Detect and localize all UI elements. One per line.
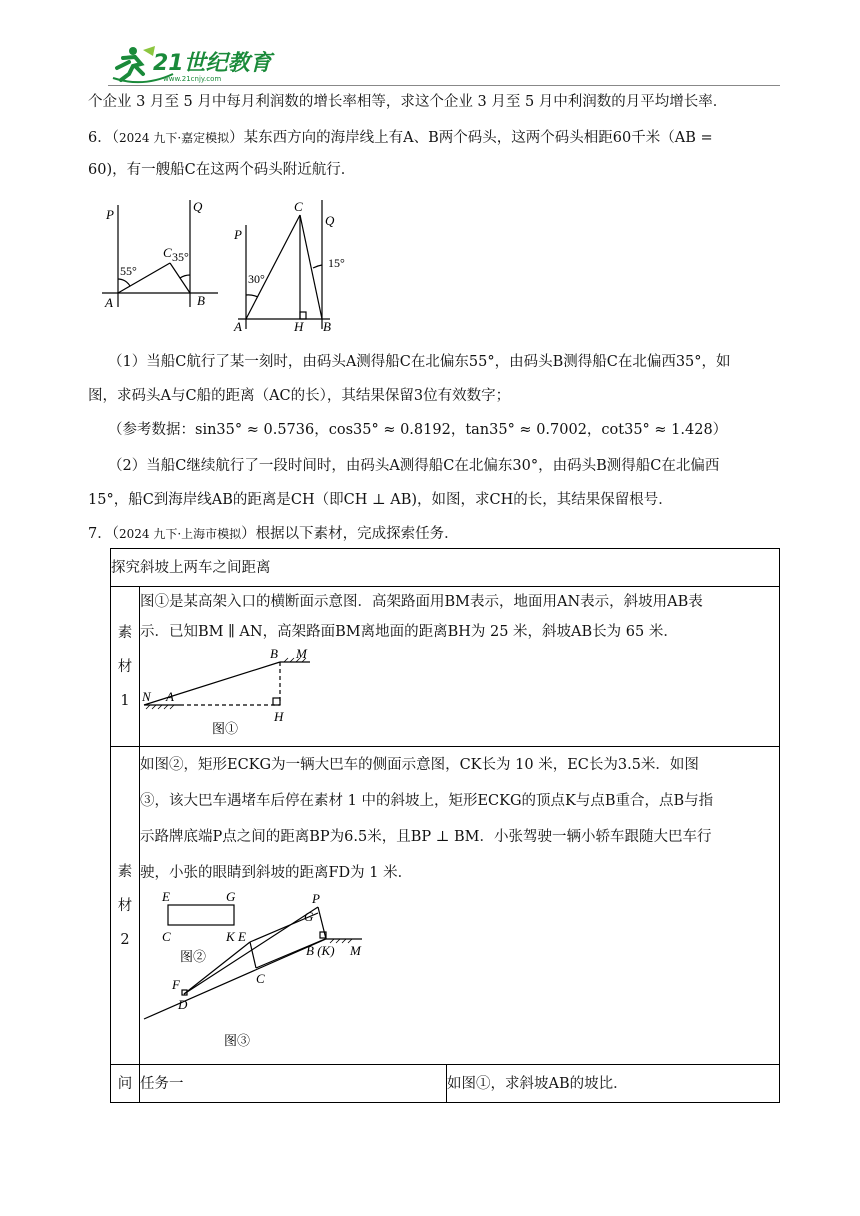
svg-text:30°: 30° [248,272,265,286]
question-7-line: 7．（2024 九下·上海市模拟）根据以下素材，完成探索任务． [88,526,459,542]
reference-data: （参考数据：sin35° ≈ 0.5736，cos35° ≈ 0.8192，tan35° ≈ 0.7002，cot35° ≈ 1.428） [108,422,728,438]
logo-text: 21世纪教育 [153,51,272,76]
task-name: 任务一 [140,1065,447,1103]
svg-text:Q: Q [193,199,203,214]
svg-text:图②: 图② [180,949,207,964]
svg-text:A: A [234,319,242,334]
svg-text:B: B [323,319,331,334]
svg-text:P: P [234,227,242,242]
svg-text:F: F [172,977,180,992]
svg-text:B (K): B (K) [306,943,335,958]
question-label: 问 [111,1065,140,1103]
svg-text:E: E [238,929,246,944]
svg-text:图③: 图③ [224,1033,251,1048]
header-divider [108,85,780,86]
svg-text:G: G [304,909,314,924]
svg-text:55°: 55° [120,264,137,278]
svg-text:E: E [162,891,170,904]
part-1-line-2: 图，求码头A与C船的距离（AC的长），其结果保留3位有效数字； [88,388,511,404]
question-6-line-2: 60)，有一艘船C在这两个码头附近航行． [88,162,356,178]
figure-bus-diagram [140,891,390,1051]
figure-1-diagram [100,195,230,315]
material-1-label: 素 材 1 [111,587,140,747]
figure-2-diagram [228,195,358,335]
material-table [110,548,780,1103]
material-2-content: 如图②，矩形ECKG为一辆大巴车的侧面示意图，CK长为 10 米，EC长为3.5米．如图 ③，该大巴车遇堵车后停在素材 1 中的斜坡上，矩形ECKG的顶点K与点B重合，点B与指 示路牌底端P点之间的距离BP为6.5米，且BP ⊥ BM．小张驾驶一辆小轿车跟随大巴车行 驶，小张的眼睛到斜坡的距离FD为 1 米． E G C K P G E B (K) M C F D 图② 图③ [140,747,780,1065]
svg-text:G: G [226,891,236,904]
svg-text:B: B [197,293,205,308]
svg-text:P: P [312,891,320,906]
svg-text:图①: 图① [212,721,239,736]
svg-text:15°: 15° [328,256,345,270]
svg-text:C: C [256,971,265,986]
svg-text:N: N [142,689,151,704]
svg-text:Q: Q [325,213,335,228]
figure-slope-1 [140,647,320,737]
svg-text:H: H [274,709,284,724]
svg-text:A: A [105,295,113,310]
svg-text:H: H [294,319,304,334]
table-title: 探究斜坡上两车之间距离 [111,549,780,587]
svg-text:D: D [178,997,188,1012]
part-2-line-2: 15°，船C到海岸线AB的距离是CH（即CH ⊥ AB)，如图，求CH的长，其结果保留根号． [88,492,673,508]
text-line-0: 个企业 3 月至 5 月中每月利润数的增长率相等，求这个企业 3 月至 5 月中利润数的月平均增长率． [88,94,728,110]
svg-text:M: M [296,647,307,661]
task-description: 如图①，求斜坡AB的坡比． [447,1065,780,1103]
svg-text:C: C [294,199,303,214]
svg-text:35°: 35° [172,250,189,264]
svg-text:C: C [163,245,172,260]
svg-text:K: K [226,929,235,944]
svg-text:C: C [162,929,171,944]
svg-text:A: A [166,689,174,704]
part-2-line-1: （2）当船C继续航行了一段时间时，由码头A测得船C在北偏东30°，由码头B测得船C在北偏西 [108,458,720,474]
svg-text:P: P [106,207,114,222]
svg-text:B: B [270,647,278,661]
part-1-line-1: （1）当船C航行了某一刻时，由码头A测得船C在北偏东55°，由码头B测得船C在北偏西35°，如 [108,354,731,370]
question-6-line-1: 6．（2024 九下·嘉定模拟）某东西方向的海岸线上有A、B两个码头，这两个码头相距60千米（AB = [88,130,713,146]
logo-21cnjy [103,44,283,84]
material-2-label: 素 材 2 [111,747,140,1065]
svg-text:M: M [350,943,361,958]
logo-url: www.21cnjy.com [163,75,222,83]
material-1-content: 图①是某高架入口的横断面示意图．高架路面用BM表示，地面用AN表示，斜坡用AB表 示．已知BM ∥ AN，高架路面BM离地面的距离BH为 25 米，斜坡AB长为 65 米． N A B M H 图① [140,587,780,747]
